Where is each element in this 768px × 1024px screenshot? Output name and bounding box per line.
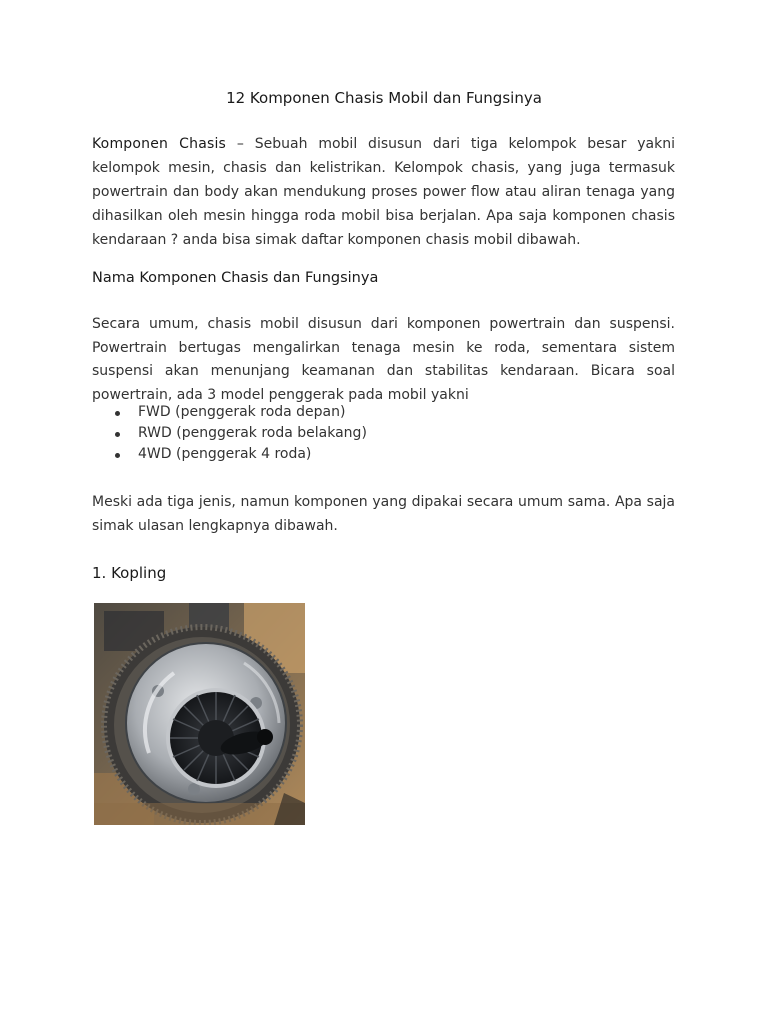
drive-type-list [92,402,652,465]
list-item [92,444,652,465]
clutch-photo [94,603,305,825]
intro-text: – Sebuah mobil disusun dari tiga kelompok besar yakni kelompok mesin, chasis dan kelistrikan. Kelompok chasis, yang juga termasuk powertrain dan body akan mendukung proses power flow atau aliran tenaga yang dihasilkan oleh mesin hingga roda mobil bisa berjalan. Apa saja komponen chasis kendaraan ? anda bisa simak daftar komponen chasis mobil dibawah. [92,136,676,248]
section-paragraph: Secara umum, chasis mobil disusun dari komponen powertrain dan suspensi. Powertrain bertugas mengalirkan tenaga mesin ke roda, sementara sistem suspensi akan menunjang keamanan dan stabilitas kendaraan. Bicara soal powertrain, ada 3 model penggerak pada mobil yakni [92,316,675,403]
list-item [92,402,652,423]
clutch-assembly-icon [94,603,305,825]
document-title: 12 Komponen Chasis Mobil dan Fungsinya [226,89,542,107]
list-item [92,423,652,444]
closing-paragraph: Meski ada tiga jenis, namun komponen yang dipakai secara umum sama. Apa saja simak ulasan lengkapnya dibawah. [92,494,675,534]
section-heading: Nama Komponen Chasis dan Fungsinya [92,270,379,286]
bullet-icon [115,411,120,416]
list-item-text: FWD (penggerak roda depan) [138,404,346,420]
list-item-text: 4WD (penggerak 4 roda) [138,446,312,462]
intro-paragraph [92,132,675,252]
bullet-icon [115,453,120,458]
bullet-icon [115,432,120,437]
item-heading-kopling: 1. Kopling [92,564,167,582]
list-item-text: RWD (penggerak roda belakang) [138,425,367,441]
intro-term: Komponen Chasis [92,136,227,152]
